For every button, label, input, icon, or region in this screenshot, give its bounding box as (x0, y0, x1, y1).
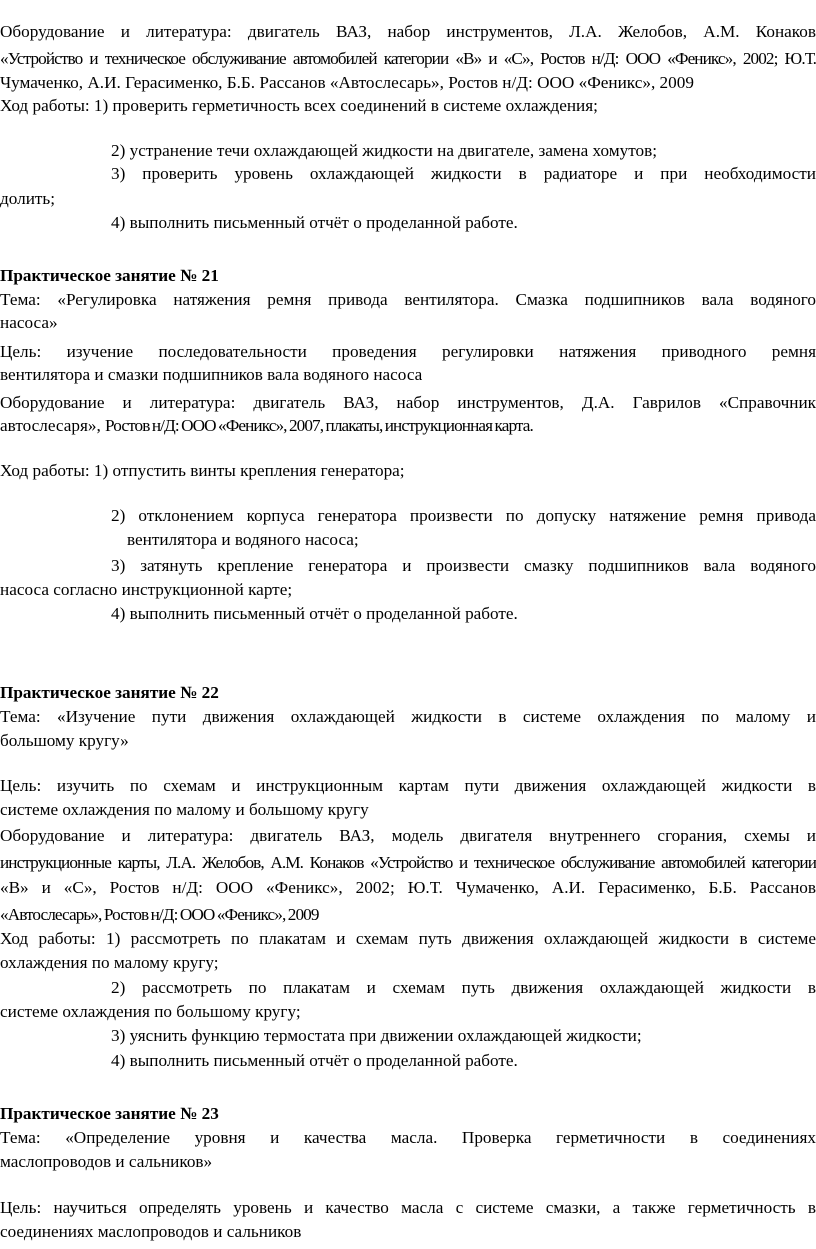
equipment-line: автослесаря», (0, 416, 101, 435)
equipment-line: Оборудование и литература: двигатель ВАЗ, набор инструментов, Л.А. Желобов, А.М. Конаков (0, 22, 816, 41)
section-heading: Практическое занятие № 23 (0, 1104, 219, 1123)
equipment-line: Оборудование и литература: двигатель ВАЗ, модель двигателя внутреннего сгорания, схемы и (0, 826, 816, 845)
procedure-step: долить; (0, 189, 56, 208)
topic-line: насоса» (0, 313, 58, 332)
goal-line: Цель: научиться определять уровень и качество масла с системе смазки, а также герметичность в (0, 1198, 816, 1217)
procedure-step: 4) выполнить письменный отчёт о проделанной работе. (111, 213, 518, 232)
goal-line: Цель: изучить по схемам и инструкционным картам пути движения охлаждающей жидкости в (0, 776, 816, 795)
procedure-step: вентилятора и водяного насоса; (127, 530, 359, 549)
procedure-step: насоса согласно инструкционной карте; (0, 580, 293, 599)
procedure-step: 2) отклонением корпуса генератора произвести по допуску натяжение ремня привода (111, 506, 816, 525)
procedure-step: 4) выполнить письменный отчёт о проделанной работе. (111, 604, 518, 623)
equipment-line: «Устройство и техническое обслуживание автомобилей категории «В» и «С», Ростов н/Д: ООО «Феникс», 2002; Ю.Т. (0, 49, 816, 68)
topic-line: маслопроводов и сальников» (0, 1152, 213, 1171)
goal-line: системе охлаждения по малому и большому кругу (0, 800, 369, 819)
procedure-step: 3) затянуть крепление генератора и произвести смазку подшипников вала водяного (111, 556, 816, 575)
topic-line: Тема: «Регулировка натяжения ремня привода вентилятора. Смазка подшипников вала водяного (0, 290, 816, 309)
procedure-step: 4) выполнить письменный отчёт о проделанной работе. (111, 1051, 518, 1070)
goal-line: вентилятора и смазки подшипников вала водяного насоса (0, 365, 423, 384)
procedure-step: Ход работы: 1) проверить герметичность всех соединений в системе охлаждения; (0, 96, 598, 115)
equipment-line: «Автослесарь», Ростов н/Д: ООО «Феникс», 2009 (0, 905, 319, 924)
procedure-step: Ход работы: 1) отпустить винты крепления генератора; (0, 461, 405, 480)
goal-line: соединениях маслопроводов и сальников (0, 1222, 302, 1241)
topic-line: Тема: «Изучение пути движения охлаждающей жидкости в системе охлаждения по малому и (0, 707, 816, 726)
procedure-step: 2) устранение течи охлаждающей жидкости на двигателе, замена хомутов; (111, 141, 657, 160)
procedure-step: системе охлаждения по большому кругу; (0, 1002, 301, 1021)
procedure-step: 3) проверить уровень охлаждающей жидкости в радиаторе и при необходимости (111, 164, 816, 183)
procedure-step: 2) рассмотреть по плакатам и схемам путь движения охлаждающей жидкости в (111, 978, 816, 997)
procedure-step: Ход работы: 1) рассмотреть по плакатам и схемам путь движения охлаждающей жидкости в системе (0, 929, 816, 948)
equipment-line: Оборудование и литература: двигатель ВАЗ, набор инструментов, Д.А. Гаврилов «Справочник (0, 393, 816, 412)
procedure-step: 3) уяснить функцию термостата при движении охлаждающей жидкости; (111, 1026, 642, 1045)
procedure-step: охлаждения по малому кругу; (0, 953, 219, 972)
equipment-line: «В» и «С», Ростов н/Д: ООО «Феникс», 2002; Ю.Т. Чумаченко, А.И. Герасименко, Б.Б. Рассанов (0, 878, 816, 897)
section-heading: Практическое занятие № 21 (0, 266, 219, 285)
equipment-line: Ростов н/Д: ООО «Феникс», 2007, плакаты, инструкционная карта. (105, 416, 533, 435)
topic-line: большому кругу» (0, 731, 129, 750)
section-heading: Практическое занятие № 22 (0, 683, 219, 702)
equipment-line: Чумаченко, А.И. Герасименко, Б.Б. Рассанов «Автослесарь», Ростов н/Д: ООО «Феникс», 2009 (0, 73, 694, 92)
goal-line: Цель: изучение последовательности проведения регулировки натяжения приводного ремня (0, 342, 816, 361)
topic-line: Тема: «Определение уровня и качества масла. Проверка герметичности в соединениях (0, 1128, 816, 1147)
equipment-line: инструкционные карты, Л.А. Желобов, А.М. Конаков «Устройство и техническое обслуживание автомобилей категории (0, 853, 816, 872)
